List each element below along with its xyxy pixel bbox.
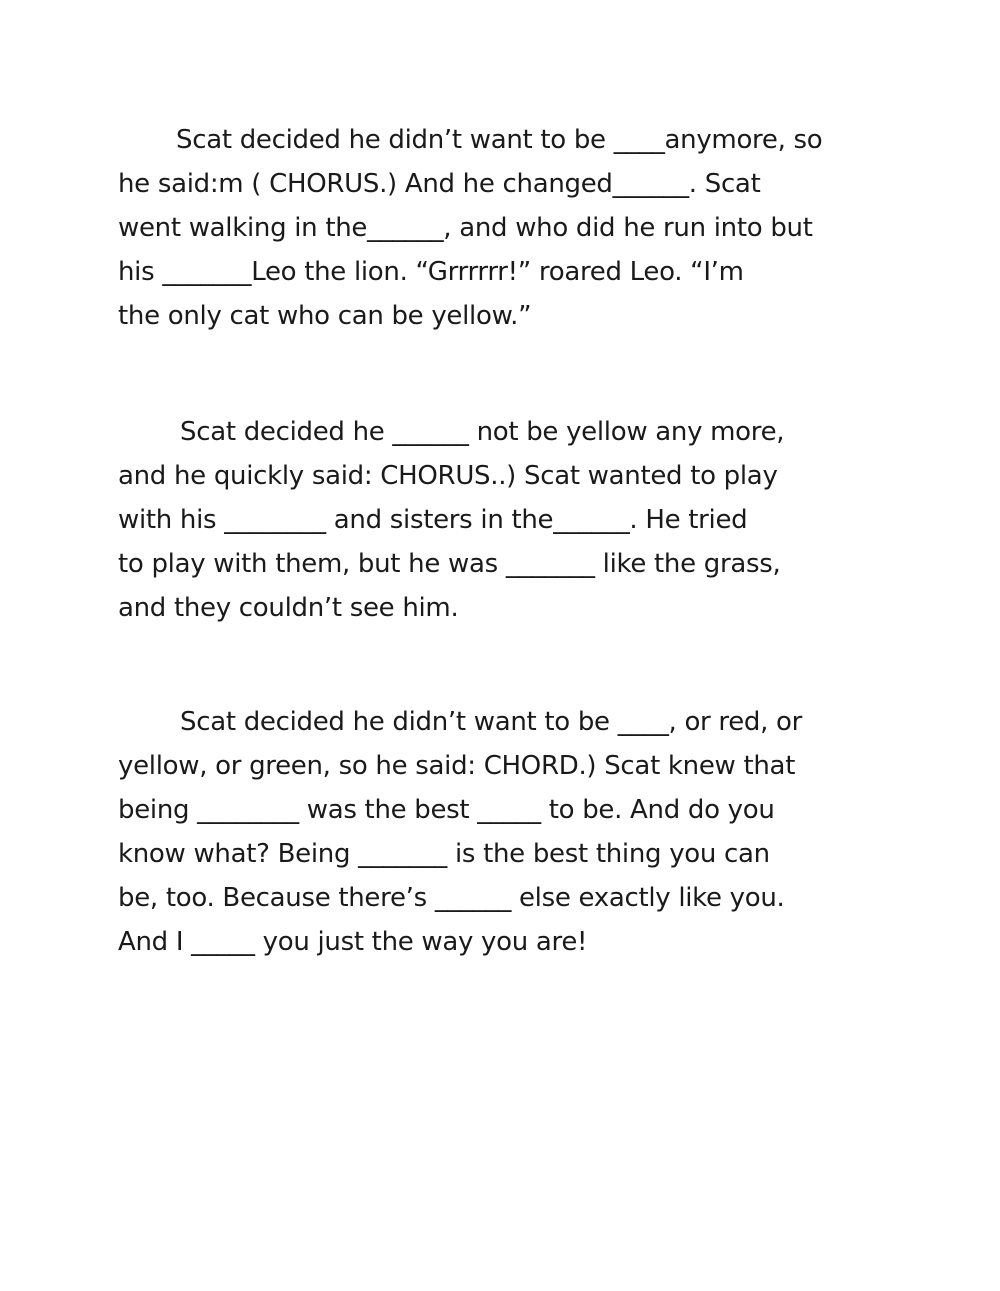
paragraph-3 — [118, 700, 888, 964]
paragraph-line: went walking in the______, and who did he run into but — [118, 213, 813, 243]
paragraph-line: yellow, or green, so he said: CHORD.) Scat knew that — [118, 751, 796, 781]
paragraph-1 — [118, 118, 888, 338]
paragraph-line: be, too. Because there’s ______ else exactly like you. — [118, 883, 785, 913]
paragraph-line: Scat decided he ______ not be yellow any more, — [180, 417, 785, 447]
paragraph-line: Scat decided he didn’t want to be ____anymore, so — [176, 125, 823, 155]
paragraph-line: his _______Leo the lion. “Grrrrrr!” roared Leo. “I’m — [118, 257, 744, 287]
paragraph-line: Scat decided he didn’t want to be ____, or red, or — [180, 707, 803, 737]
paragraph-line: the only cat who can be yellow.” — [118, 301, 532, 331]
paragraph-line: know what? Being _______ is the best thing you can — [118, 839, 770, 869]
paragraph-line: he said:m ( CHORUS.) And he changed______. Scat — [118, 169, 761, 199]
paragraph-line: being ________ was the best _____ to be. And do you — [118, 795, 775, 825]
paragraph-line: with his ________ and sisters in the______. He tried — [118, 505, 748, 535]
paragraph-line: And I _____ you just the way you are! — [118, 927, 588, 957]
paragraph-line: and he quickly said: CHORUS..) Scat wanted to play — [118, 461, 778, 491]
paragraph-2 — [118, 410, 888, 630]
paragraph-line: to play with them, but he was _______ like the grass, — [118, 549, 781, 579]
paragraph-line: and they couldn’t see him. — [118, 593, 459, 623]
